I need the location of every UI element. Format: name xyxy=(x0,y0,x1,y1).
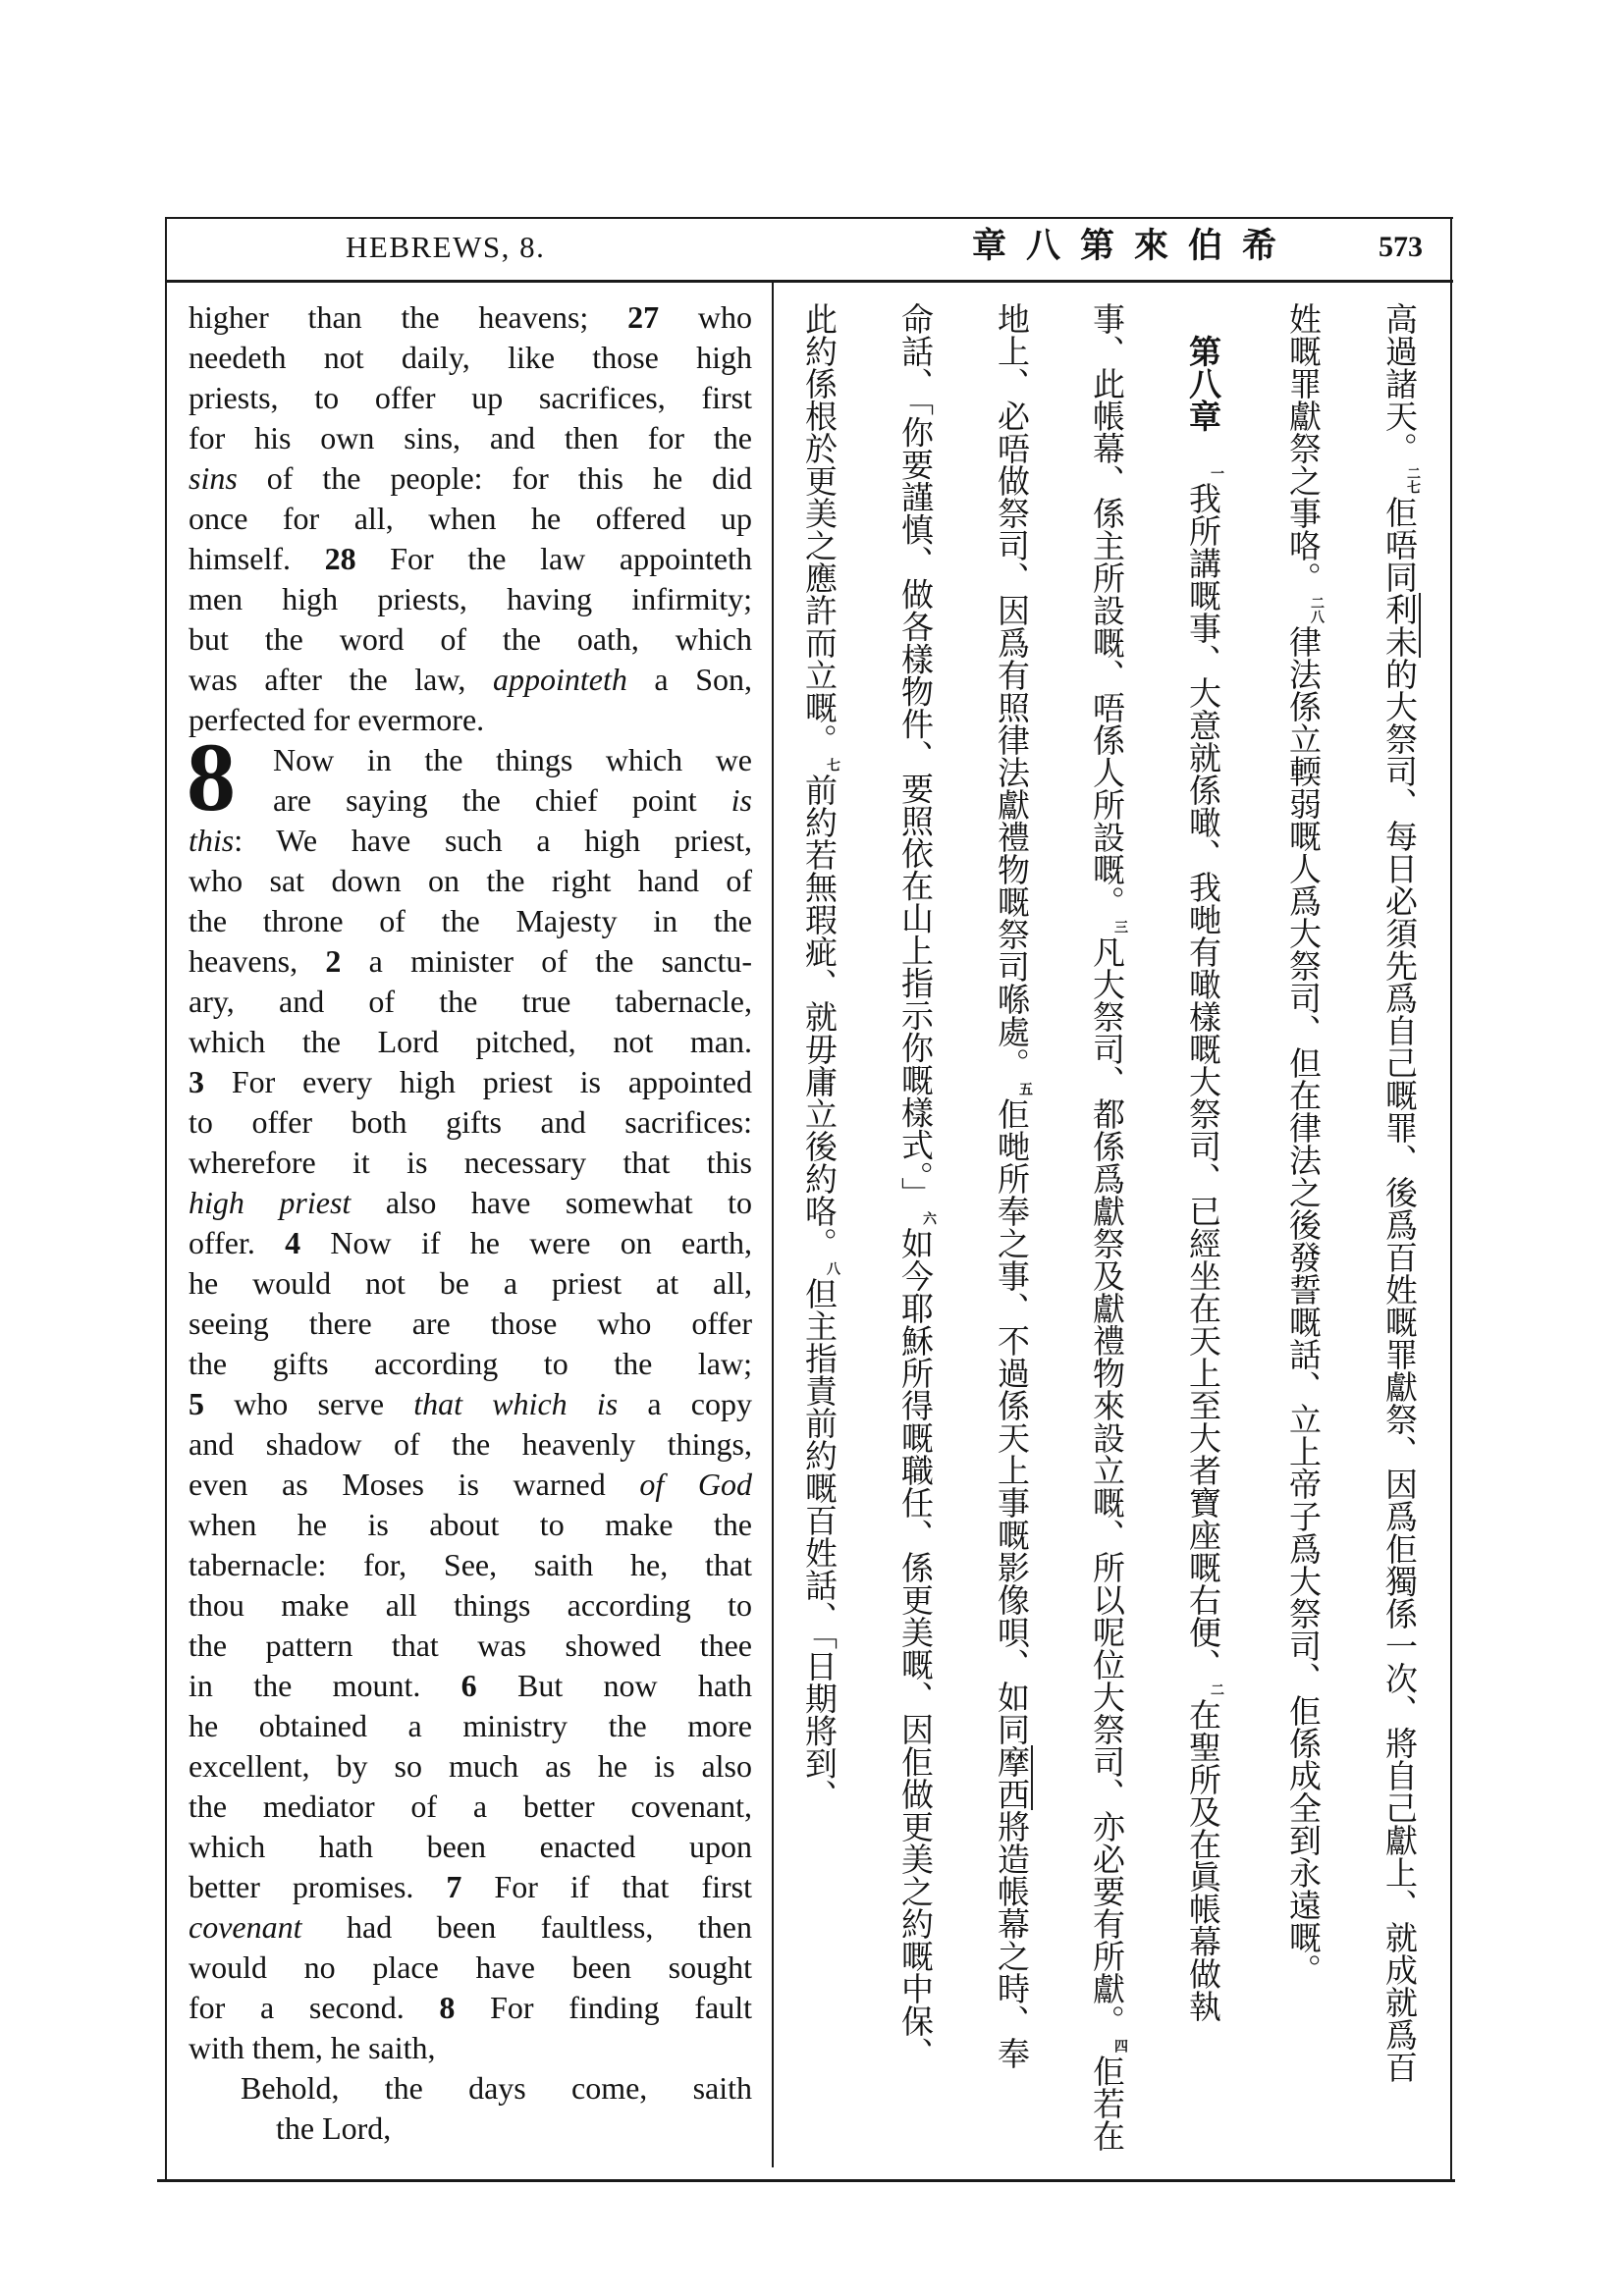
text-run: ary, and of the true tabernacle, xyxy=(189,984,752,1019)
italic-text: of God xyxy=(639,1467,753,1502)
text-run: the mediator of a better covenant, xyxy=(189,1789,752,1824)
italic-text: is xyxy=(730,782,752,818)
text-run: are saying the chief point xyxy=(273,782,731,818)
text-line xyxy=(189,1304,752,1344)
text-line xyxy=(241,2068,752,2109)
text-run: a copy xyxy=(618,1386,753,1421)
text-run: also have somewhat to xyxy=(351,1185,753,1220)
text-run: a Son, xyxy=(626,662,753,697)
chinese-text: 如今耶穌所得嘅職任、係更美嘅、因佢做更美之約嘅中保、 xyxy=(896,1227,935,2069)
text-line xyxy=(276,2109,752,2149)
proper-name: 摩西 xyxy=(990,1745,1033,1810)
chinese-column xyxy=(1085,302,1128,2152)
text-run: : We have such a high priest, xyxy=(234,823,752,858)
text-run: of the people: for this he did xyxy=(237,460,752,496)
text-line xyxy=(189,982,752,1022)
text-line xyxy=(189,1102,752,1143)
text-line xyxy=(189,499,752,539)
chapter-heading-text: 第八章 xyxy=(1184,335,1222,432)
text-run: when he is about to make the xyxy=(189,1507,752,1542)
running-title-chinese: 希伯來第八章 xyxy=(972,226,1297,266)
italic-text: that which is xyxy=(413,1386,619,1421)
text-line xyxy=(189,378,752,418)
text-line xyxy=(189,338,752,378)
verse-number: 二七 xyxy=(1405,466,1421,494)
text-line xyxy=(189,660,752,700)
text-run: for his own sins, and then for the xyxy=(189,420,752,455)
text-line xyxy=(189,1867,752,1907)
verse-number: 七 xyxy=(825,758,840,772)
text-run: Behold, the days come, saith xyxy=(241,2070,752,2106)
chinese-column xyxy=(1378,302,1421,2083)
text-line xyxy=(189,1424,752,1465)
chinese-text: 凡大祭司、都係爲獻祭及獻禮物來設立嘅、所以呢位大祭司、亦必要有所獻。 xyxy=(1088,935,1126,2037)
text-line xyxy=(189,700,752,740)
verse-number: 4 xyxy=(285,1225,301,1260)
bottom-rule xyxy=(157,2179,1455,2182)
chinese-column xyxy=(990,302,1033,2069)
italic-text: high priest xyxy=(189,1185,352,1220)
chinese-column xyxy=(797,302,840,1812)
text-line xyxy=(189,861,752,901)
verse-number: 四 xyxy=(1112,2039,1128,2053)
text-line xyxy=(189,1263,752,1304)
verse-number: 二 xyxy=(1209,1682,1224,1696)
column-divider xyxy=(772,283,774,2167)
verse-number: 五 xyxy=(1017,1082,1033,1095)
text-run: even as Moses is warned xyxy=(189,1467,640,1502)
verse-number: 7 xyxy=(446,1869,462,1904)
header-rule xyxy=(165,280,1453,283)
text-run: a minister of the sanctu- xyxy=(341,943,753,979)
left-border xyxy=(165,217,167,2180)
text-line xyxy=(189,1626,752,1666)
text-run: excellent, by so much as he is also xyxy=(189,1748,752,1784)
text-run: who sat down on the right hand of xyxy=(189,863,752,898)
verse-number: 2 xyxy=(325,943,342,979)
text-run: with them, he saith, xyxy=(189,2030,436,2065)
text-run: would no place have been sought xyxy=(189,1949,752,1985)
italic-text: this xyxy=(189,823,235,858)
verse-number: 一 xyxy=(1209,466,1224,480)
text-run: but the word of the oath, which xyxy=(189,621,752,657)
chinese-chapter-heading xyxy=(1181,335,1224,432)
text-line xyxy=(273,740,752,780)
text-run: heavens, xyxy=(189,943,326,979)
text-run: Now if he were on earth, xyxy=(300,1225,752,1260)
chapter-drop-cap: 8 xyxy=(187,722,236,831)
chinese-text: 將造帳幕之時、奉 xyxy=(993,1810,1031,2069)
chinese-text: 地上、必唔做祭司、因爲有照律法獻禮物嘅祭司喺處。 xyxy=(993,302,1031,1080)
text-line xyxy=(189,1062,752,1102)
text-run: in the mount. xyxy=(189,1668,461,1703)
text-line xyxy=(189,1223,752,1263)
text-line xyxy=(189,539,752,579)
chinese-text: 前約若無瑕疵、就毋庸立後約咯。 xyxy=(800,774,839,1259)
italic-text: sins xyxy=(189,460,238,496)
text-run: the throne of the Majesty in the xyxy=(189,903,752,938)
text-line xyxy=(189,1344,752,1384)
text-line xyxy=(189,1907,752,1948)
text-run: offer. xyxy=(189,1225,286,1260)
text-run: the gifts according to the law; xyxy=(189,1346,752,1381)
text-line xyxy=(189,2028,752,2068)
text-run: he would not be a priest at all, xyxy=(189,1265,752,1301)
text-line xyxy=(189,1666,752,1706)
text-line xyxy=(189,1505,752,1545)
verse-number: 六 xyxy=(921,1211,937,1225)
text-line xyxy=(273,780,752,821)
chinese-text: 律法係立輭弱嘅人爲大祭司、但在律法之後發誓嘅話、立上帝子爲大祭司、佢係成全到永遠嘅。 xyxy=(1284,625,1323,1986)
running-title-english: HEBREWS, 8. xyxy=(346,230,546,264)
text-run: tabernacle: for, See, saith he, that xyxy=(189,1547,752,1582)
text-line xyxy=(189,1988,752,2028)
verse-number: 27 xyxy=(627,299,660,335)
text-line xyxy=(189,579,752,619)
proper-name: 利未 xyxy=(1378,593,1421,658)
text-line xyxy=(189,1143,752,1183)
text-run: thou make all things according to xyxy=(189,1587,752,1623)
text-run: he obtained a ministry the more xyxy=(189,1708,752,1743)
text-run: For every high priest is appointed xyxy=(204,1064,752,1099)
chinese-column xyxy=(1281,302,1325,1986)
text-run: who serve xyxy=(204,1386,414,1421)
chinese-text: 在聖所及在眞帳幕做執 xyxy=(1184,1698,1222,2022)
text-run: seeing there are those who offer xyxy=(189,1306,752,1341)
verse-number: 二八 xyxy=(1309,596,1325,623)
verse-number: 八 xyxy=(825,1261,840,1275)
chinese-text: 但主指責前約嘅百姓話、「日期將到、 xyxy=(800,1277,839,1812)
text-run: had been faultless, then xyxy=(301,1909,752,1945)
text-line xyxy=(189,1948,752,1988)
text-line xyxy=(189,1545,752,1585)
text-run: Now in the things which we xyxy=(273,742,752,777)
text-run: the pattern that was showed thee xyxy=(189,1628,752,1663)
text-line xyxy=(189,1183,752,1223)
text-run: once for all, when he offered up xyxy=(189,501,752,536)
text-line xyxy=(189,1022,752,1062)
text-line xyxy=(189,1465,752,1505)
text-run: needeth not daily, like those high xyxy=(189,340,752,375)
text-run: himself. xyxy=(189,541,325,576)
italic-text: appointeth xyxy=(492,662,627,697)
chinese-text: 命話、「你要謹慎、做各樣物件、要照依在山上指示你嘅樣式。」 xyxy=(896,302,935,1209)
text-run: higher than the heavens; xyxy=(189,299,628,335)
chinese-column xyxy=(893,302,937,2069)
text-run: For if that first xyxy=(461,1869,753,1904)
text-run: the Lord, xyxy=(276,2110,392,2146)
text-run: for a second. xyxy=(189,1990,440,2025)
text-line xyxy=(189,1585,752,1626)
text-line xyxy=(189,418,752,458)
chinese-text: 此約係根於更美之應許而立嘅。 xyxy=(800,302,839,756)
verse-number: 6 xyxy=(460,1668,477,1703)
text-line xyxy=(189,1746,752,1787)
chinese-column xyxy=(1181,464,1224,2022)
text-line xyxy=(189,1706,752,1746)
text-run: For the law appointeth xyxy=(355,541,753,576)
english-text-column xyxy=(189,297,752,2149)
text-run: priests, to offer up sacrifices, first xyxy=(189,380,752,415)
text-line xyxy=(189,619,752,660)
right-border xyxy=(1450,217,1452,2180)
text-run: which the Lord pitched, not man. xyxy=(189,1024,752,1059)
text-run: was after the law, xyxy=(189,662,493,697)
verse-number: 28 xyxy=(324,541,356,576)
text-run: to offer both gifts and sacrifices: xyxy=(189,1104,752,1140)
text-line xyxy=(189,941,752,982)
chinese-text: 高過諸天。 xyxy=(1380,302,1419,464)
text-line xyxy=(189,297,752,338)
verse-number: 8 xyxy=(439,1990,456,2025)
text-line xyxy=(189,1787,752,1827)
chinese-text: 事、此帳幕、係主所設嘅、唔係人所設嘅。 xyxy=(1088,302,1126,918)
text-run: But now hath xyxy=(476,1668,753,1703)
text-line xyxy=(189,901,752,941)
top-rule xyxy=(165,217,1453,219)
text-run: For finding fault xyxy=(455,1990,753,2025)
text-run: better promises. xyxy=(189,1869,447,1904)
text-line xyxy=(189,1827,752,1867)
chinese-text: 佢唔同 xyxy=(1380,496,1419,593)
text-run: men high priests, having infirmity; xyxy=(189,581,752,616)
text-run: wherefore it is necessary that this xyxy=(189,1145,752,1180)
chinese-text: 我所講嘅事、大意就係噉、我哋有噉樣嘅大祭司、已經坐在天上至大者寶座嘅右便、 xyxy=(1184,482,1222,1681)
text-run: who xyxy=(659,299,753,335)
text-run: perfected for evermore. xyxy=(189,702,485,737)
verse-number: 5 xyxy=(189,1386,204,1421)
chinese-text: 佢哋所奉之事、不過係天上事嘅影像唄、如同 xyxy=(993,1097,1031,1745)
text-line xyxy=(189,1384,752,1424)
verse-number: 三 xyxy=(1112,920,1128,934)
chinese-text: 姓嘅罪獻祭之事咯。 xyxy=(1284,302,1323,594)
page-number: 573 xyxy=(1379,231,1423,263)
italic-text: covenant xyxy=(189,1909,302,1945)
chinese-text: 的大祭司、每日必須先爲自己嘅罪、後爲百姓嘅罪獻祭、因爲佢獨係一次、將自己獻上、就成就爲百 xyxy=(1380,658,1419,2083)
text-run: and shadow of the heavenly things, xyxy=(189,1426,752,1462)
chinese-text: 佢若在 xyxy=(1088,2055,1126,2152)
text-line xyxy=(189,458,752,499)
text-line xyxy=(189,821,752,861)
text-run: which hath been enacted upon xyxy=(189,1829,752,1864)
verse-number: 3 xyxy=(189,1064,204,1099)
